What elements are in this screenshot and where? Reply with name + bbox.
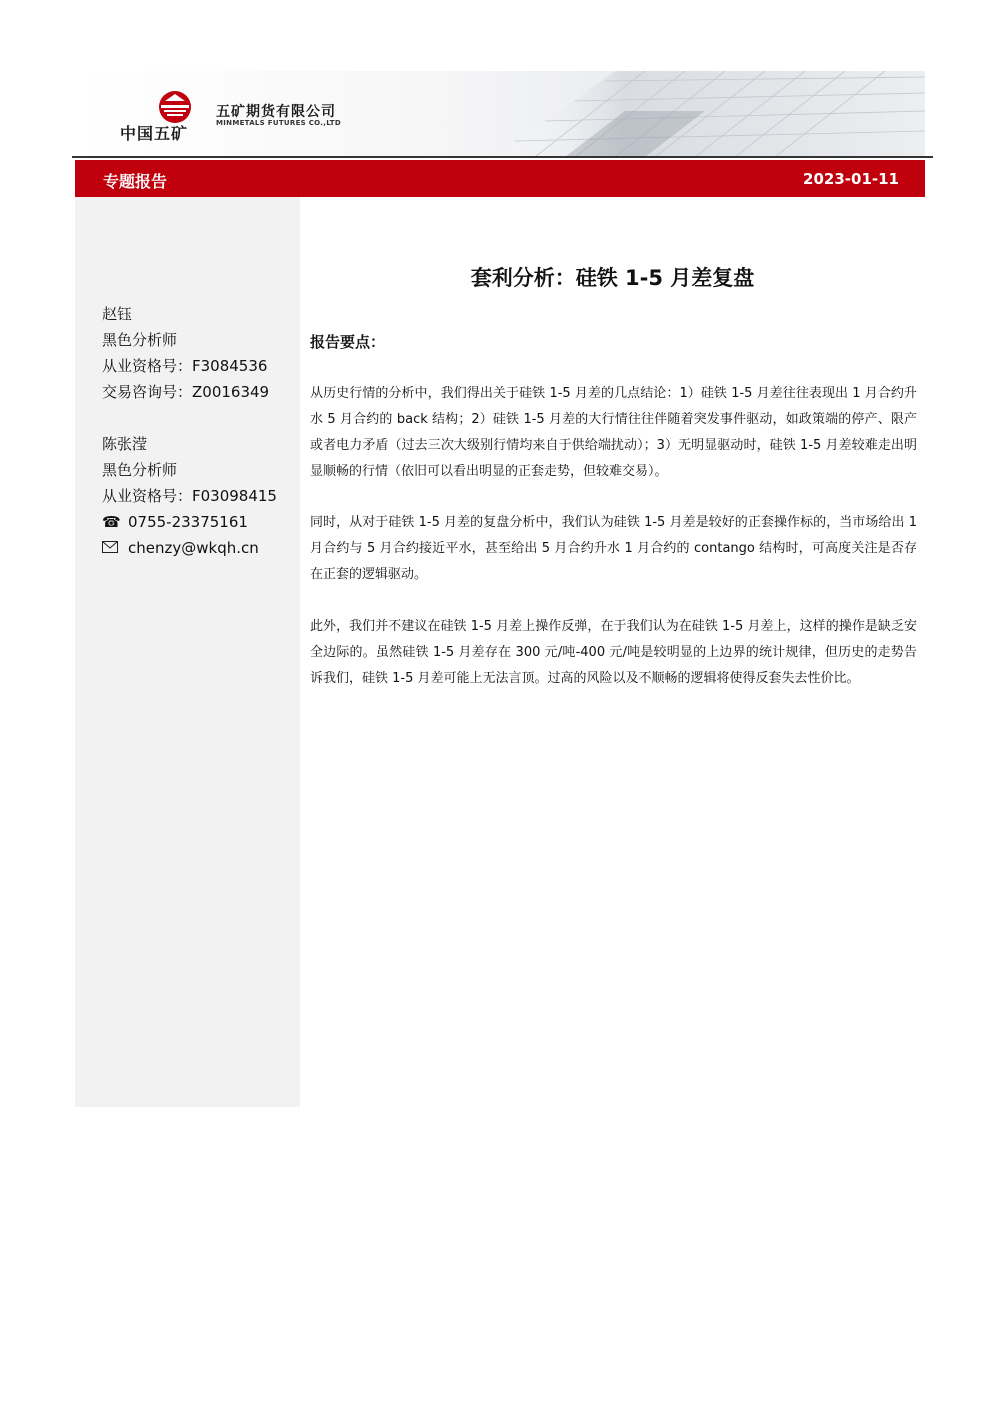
author-email-row	[102, 535, 277, 561]
author-role: 黑色分析师	[102, 331, 178, 349]
header-divider	[72, 156, 933, 158]
summary-paragraph: 从历史行情的分析中，我们得出关于硅铁 1-5 月差的几点结论：1）硅铁 1-5 月差往往表现出 1 月合约升水 5 月合约的 back 结构；2）硅铁 1-5 月差的大行情往往伴随着突发事件驱动，如政策端的停产、限产或者电力矛盾（过去三次大级别行情均来自于供给端扰动）；3）无明显驱动时，硅铁 1-5 月差较难走出明显顺畅的行情（依旧可以看出明显的正套走势，但较难交易）。	[310, 386, 917, 479]
report-category: 专题报告	[103, 172, 168, 191]
summary-paragraph: 同时，从对于硅铁 1-5 月差的复盘分析中，我们认为硅铁 1-5 月差是较好的正套操作标的，当市场给出 1 月合约与 5 月合约接近平水，甚至给出 5 月合约升水 1 月合约的 contango 结构时，可高度关注是否存在正套的逻辑驱动。	[310, 515, 917, 582]
company-name-en: MINMETALS FUTURES CO.,LTD	[216, 119, 341, 127]
author-role: 黑色分析师	[102, 461, 178, 479]
author-phone-row	[102, 509, 277, 535]
phone-icon: ☎	[102, 513, 121, 531]
author-phone: 0755-23375161	[128, 513, 248, 531]
company-name-cn: 五矿期货有限公司	[216, 104, 336, 120]
author-block	[102, 431, 277, 561]
section-heading: 报告要点：	[310, 333, 386, 351]
author-sidebar	[75, 197, 300, 1107]
author-name: 赵钰	[102, 305, 133, 323]
summary-paragraph: 此外，我们并不建议在硅铁 1-5 月差上操作反弹，在于我们认为在硅铁 1-5 月差上，这样的操作是缺乏安全边际的。虽然硅铁 1-5 月差存在 300 元/吨-400 元/吨是较明显的上边界的统计规律，但历史的走势告诉我们，硅铁 1-5 月差可能上无法言顶。过高的风险以及不顺畅的逻辑将使得反套失去性价比。	[310, 619, 917, 686]
category-banner	[75, 160, 925, 197]
author-qualification: 从业资格号：F03098415	[102, 487, 277, 505]
report-header	[75, 71, 925, 157]
author-email[interactable]: chenzy@wkqh.cn	[128, 539, 259, 557]
report-date: 2023-01-11	[803, 170, 899, 188]
author-consult-number: 交易咨询号：Z0016349	[102, 383, 270, 401]
author-name: 陈张滢	[102, 435, 148, 453]
author-block	[102, 301, 269, 405]
report-title: 套利分析：硅铁 1-5 月差复盘	[470, 266, 755, 290]
logo-text: 中国五矿	[120, 124, 189, 143]
author-qualification: 从业资格号：F3084536	[102, 357, 268, 375]
building-glass-decoration	[475, 71, 925, 157]
envelope-icon	[102, 535, 122, 561]
